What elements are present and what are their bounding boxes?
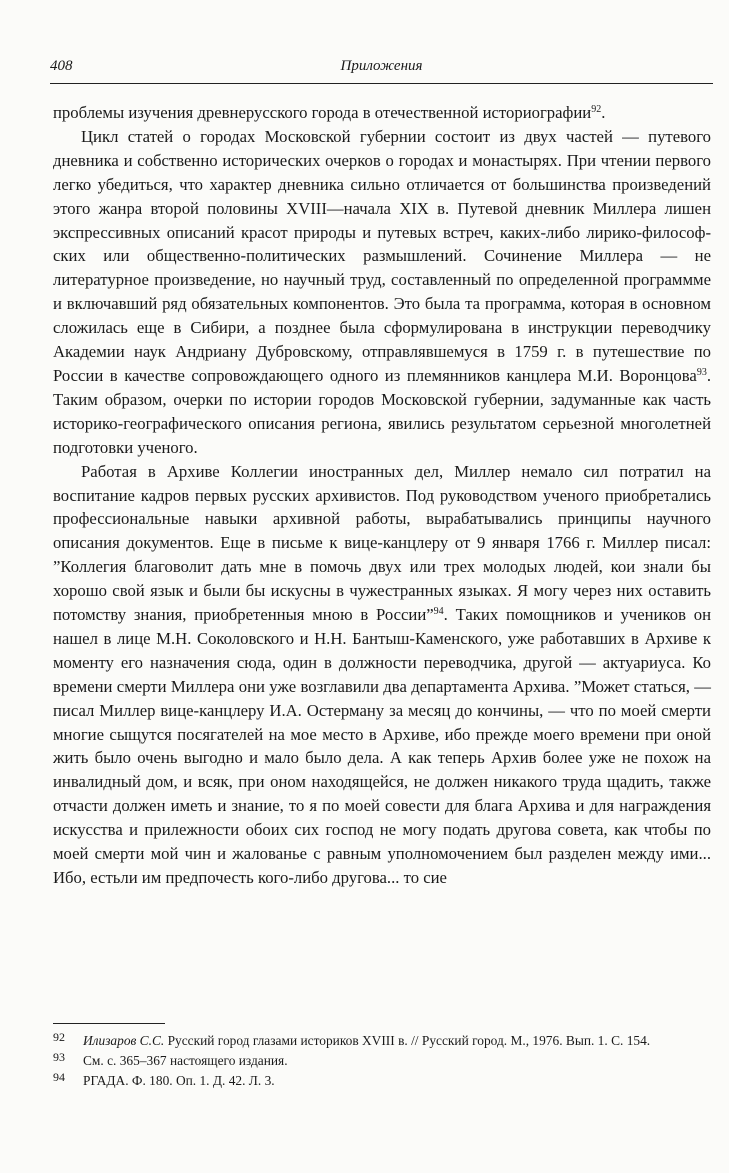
footnote-text: Русский город глазами историков XVIII в. // Русский город. М., 1976. Вып. 1. С. 154. (164, 1033, 651, 1048)
body-text (53, 101, 711, 890)
running-title: Приложения (340, 58, 423, 74)
footnote-text: РГАДА. Ф. 180. Оп. 1. Д. 42. Л. 3. (83, 1073, 275, 1088)
footnote-number: 92 (53, 1030, 65, 1044)
page-header (50, 58, 713, 75)
header-divider (50, 83, 713, 84)
footnote-94 (53, 1071, 711, 1091)
footnote-divider (53, 1023, 165, 1024)
footnote-author: Илизаров С.С. (83, 1033, 165, 1048)
footnote-text: См. с. 365–367 настоящего издания. (83, 1053, 288, 1068)
page-number: 408 (50, 58, 73, 74)
paragraph-3 (53, 460, 711, 890)
footnote-ref-92[interactable]: 92 (591, 104, 602, 115)
paragraph-2-text-a: Цикл статей о городах Московской губернии состоит из двух частей — путевого дневника и собственно исторических очерков о городах и монастырях. При чтении первого легко убедиться, что характер дневника сильно отличается от большинства произведений этого жанра второй половины XVIII—начала XIX в. Путевой дневник Миллера лишен экспрессивных описаний красот природы и путевых встреч, каких-либо лирико-философских или общественно-политических размышлений. Сочинение Миллера — не литературное произведение, но научный труд, составленный по определенной программме и включавший ряд обязательных компонентов. Это была та программа, которая в основном сложилась еще в Сибири, а позднее была сформулирована в инструкции переводчику Академии наук Андриану Дубровскому, отправлявшемуся в 1759 г. в путешествие по России в качестве сопровождающего одного из племянников канцлера М.И. Воронцова (53, 126, 711, 385)
footnote-93 (53, 1051, 711, 1071)
footnote-ref-94[interactable]: 94 (433, 606, 444, 618)
footnote-92 (53, 1031, 711, 1051)
footnote-number: 93 (53, 1050, 65, 1064)
paragraph-2-text-b: . Таким образом, очерки по истории городов Московской губернии, задуманные как часть историко-географического описания региона, явились результатом серьезной многолетней подготовки ученого. (53, 365, 711, 457)
paragraph-1-tail: . (601, 103, 606, 122)
footnote-number: 94 (53, 1070, 65, 1084)
paragraph-1-text: проблемы изучения древнерусского города в отечественной историографии (53, 103, 592, 122)
footnotes (53, 1031, 711, 1091)
paragraph-2 (53, 125, 711, 460)
paragraph-3-text-b: . Таких помощников и учеников он нашел в лице М.Н. Соколовского и Н.Н. Бантыш-Каменского, уже работавших в Архиве к моменту его назначения сюда, один в должности переводчика, другой — актуариуса. Ко времени смерти Миллера они уже возглавили два департамента Архива. ”Может статься, — писал Миллер вице-канцлеру И.А. Остерману за месяц до кончины, — что по моей смерти многие сыщутся посягателей на мое место в Архиве, ибо прежде моего времени при оной жить было очень выгодно и мало было дела. А как теперь Архив более уже не похож на инвалидный дом, и всяк, при оном находящейся, не должен никакого труда щадить, также отчасти должен иметь и знание, то я по моей совести для блага Архива и для награждения искусства и прилежности обоих сих господ не могу подать другова совета, как чтобы по моей смерти мой чин и жалованье с равным уполномочением был разделен между ими... Ибо, естьли им предпочесть кого-либо другова... то сие (53, 605, 711, 887)
paragraph-3-text-a: Работая в Архиве Коллегии иностранных дел, Миллер немало сил потратил на воспитание кадров первых русских архивистов. Под руководством ученого приобретались профессиональные навыки архивной работы, вырабатывались принципы научного описания документов. Еще в письме к вице-канцлеру от 9 января 1766 г. Миллер писал: ”Коллегия благоволит дать мне в помочь двух или трех молодых людей, кои знали бы хорошо свой язык и были бы искусны в чужестранных языках. Я могу через них оставить потомству знания, приобретенныя мною в России” (53, 461, 711, 625)
paragraph-1 (53, 101, 711, 125)
footnote-ref-93[interactable]: 93 (696, 366, 707, 378)
